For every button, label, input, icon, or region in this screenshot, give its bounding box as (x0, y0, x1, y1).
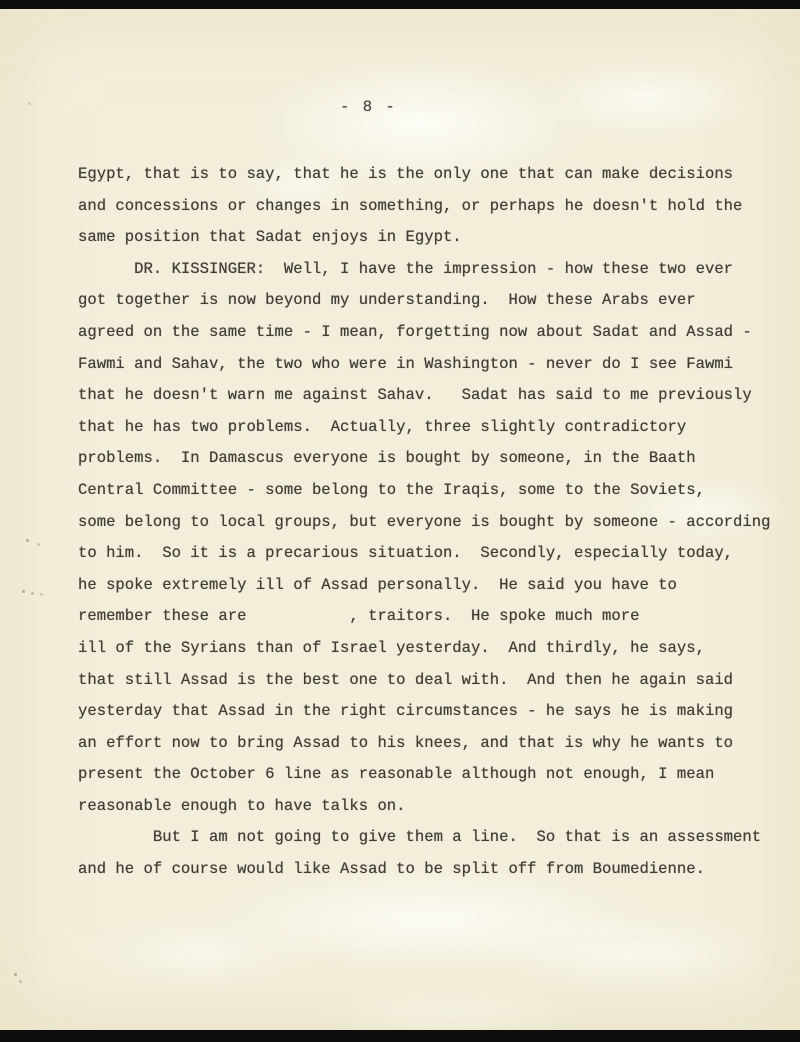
text-line: that he doesn't warn me against Sahav. Sadat has said to me previously (78, 386, 752, 405)
scan-border-bottom (0, 1030, 800, 1042)
pencil-mark (14, 973, 17, 976)
text-line: an effort now to bring Assad to his knees, and that is why he wants to (78, 733, 734, 752)
text-line: to him. So it is a precarious situation. Secondly, especially today, (78, 544, 734, 563)
text-line: got together is now beyond my understanding. How these Arabs ever (78, 291, 696, 310)
text-line: and he of course would like Assad to be split off from Boumedienne. (78, 860, 705, 879)
text-line: But I am not going to give them a line. So that is an assessment (78, 828, 762, 847)
text-line: Egypt, that is to say, that he is the only one that can make decisions (78, 165, 734, 183)
document-text (78, 159, 788, 886)
text-line: he spoke extremely ill of Assad personally. He said you have to (78, 575, 677, 594)
text-line: DR. KISSINGER: Well, I have the impression - how these two ever (78, 259, 734, 278)
text-line: and concessions or changes in something, or perhaps he doesn't hold the (78, 196, 743, 215)
text-line: agreed on the same time - I mean, forgetting now about Sadat and Assad - (78, 322, 752, 341)
pencil-mark (28, 102, 31, 105)
text-line: some belong to local groups, but everyone is bought by someone - according (78, 512, 771, 531)
text-line: yesterday that Assad in the right circumstances - he says he is making (78, 702, 734, 721)
text-line: present the October 6 line as reasonable although not enough, I mean (78, 765, 715, 784)
text-line: that he has two problems. Actually, three slightly contradictory (78, 417, 687, 436)
scan-border-top (0, 0, 800, 9)
text-line: remember these are , traitors. He spoke much more (78, 607, 640, 626)
text-line: ill of the Syrians than of Israel yesterday. And thirdly, he says, (78, 638, 705, 657)
page-number: - 8 - (340, 98, 397, 116)
pencil-mark (26, 539, 29, 542)
text-line: Central Committee - some belong to the Iraqis, some to the Soviets, (78, 480, 705, 499)
text-line: that still Assad is the best one to deal with. And then he again said (78, 670, 734, 689)
text-line: problems. In Damascus everyone is bought by someone, in the Baath (78, 449, 696, 468)
text-line: reasonable enough to have talks on. (78, 796, 406, 815)
pencil-mark (22, 590, 25, 593)
document-page (0, 9, 800, 1030)
text-line: same position that Sadat enjoys in Egypt. (78, 228, 462, 247)
text-line: Fawmi and Sahav, the two who were in Washington - never do I see Fawmi (78, 354, 734, 373)
